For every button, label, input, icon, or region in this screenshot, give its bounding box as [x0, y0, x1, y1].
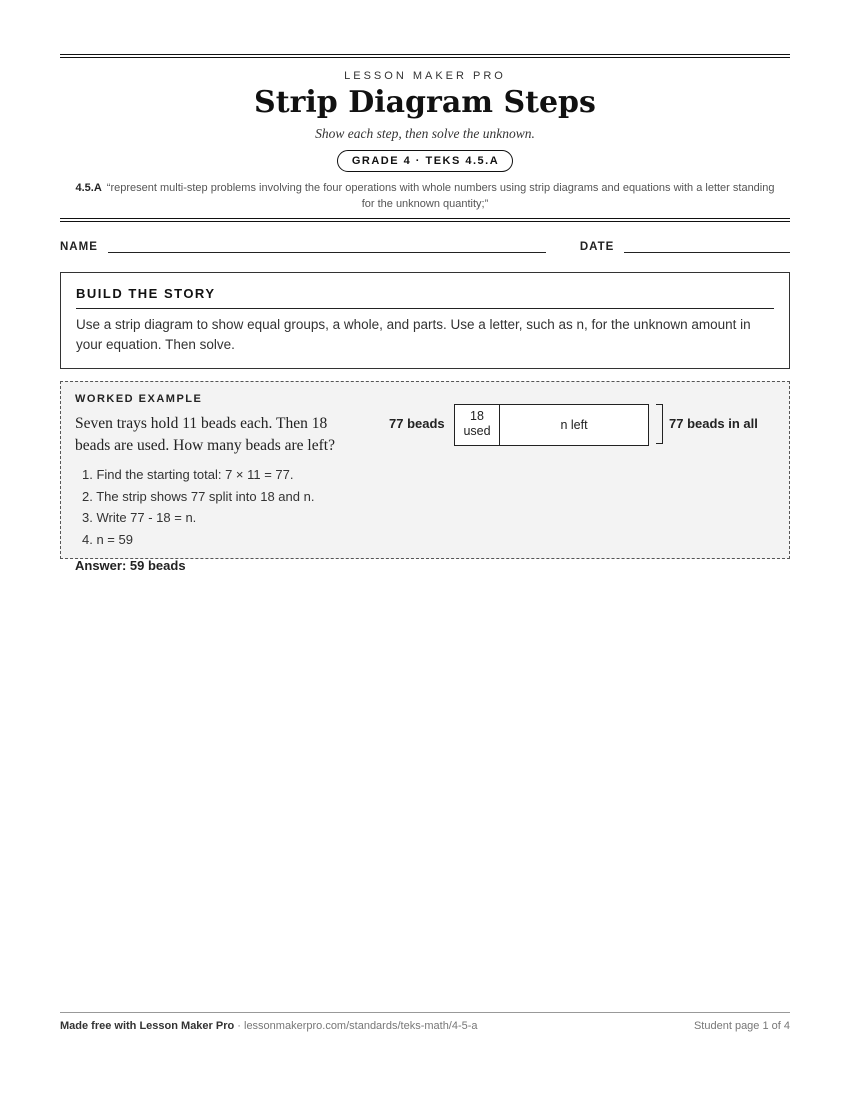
standard-code: 4.5.A	[75, 182, 102, 194]
story-instructions: Use a strip diagram to show equal groups, a whole, and parts. Use a letter, such as n, for the unknown amount in your equation. Then solve.	[76, 317, 751, 352]
date-label: DATE	[579, 241, 615, 253]
footer-page-number: Student page 1 of 4	[693, 1020, 790, 1032]
worksheet-page	[60, 54, 790, 573]
example-step: 4. n = 59	[82, 531, 133, 547]
standard-text: “represent multi-step problems involving the four operations with whole numbers using strip diagrams and equations with a letter standing for the unknown quantity;”	[106, 182, 775, 210]
grade-standard-badge: GRADE 4 · TEKS 4.5.A	[337, 150, 513, 172]
header-bottom-rule	[60, 218, 790, 222]
strip-segment-unknown: n left	[560, 418, 588, 432]
name-date-row	[60, 240, 790, 253]
worked-example-box	[60, 381, 790, 573]
footer-made-with: Made free with Lesson Maker Pro	[60, 1020, 235, 1032]
strip-total-right-label: 77 beads in all	[669, 416, 758, 431]
strip-total-bracket	[656, 404, 663, 444]
strip-total-left-label: 77 beads	[389, 416, 445, 431]
example-step: 1. Find the starting total: 7 × 11 = 77.	[82, 467, 294, 482]
strip-diagram	[389, 404, 769, 449]
footer-url[interactable]: · lessonmakerpro.com/standards/teks-math/4-5-a	[237, 1020, 478, 1032]
footer-credit	[60, 1020, 478, 1032]
story-heading: BUILD THE STORY	[76, 286, 774, 309]
page-footer	[60, 1012, 790, 1032]
date-field[interactable]	[624, 240, 790, 253]
example-answer: Answer: 59 beads	[75, 558, 186, 573]
standard-description	[68, 180, 782, 212]
example-step: 3. Write 77 - 18 = n.	[82, 510, 197, 525]
build-the-story-box	[60, 272, 790, 369]
strip-segment-used	[455, 405, 500, 445]
example-problem: Seven trays hold 11 beads each. Then 18 beads are used. How many beads are left?	[75, 415, 335, 454]
strip-used-value: 18	[470, 409, 484, 423]
top-double-rule	[60, 54, 790, 58]
strip-used-label: used	[463, 424, 491, 438]
example-steps	[82, 464, 775, 550]
example-step: 2. The strip shows 77 split into 18 and n.	[82, 488, 315, 504]
example-heading: WORKED EXAMPLE	[75, 393, 203, 405]
name-label: NAME	[60, 241, 98, 253]
name-field[interactable]	[108, 240, 546, 253]
page-subtitle: Show each step, then solve the unknown.	[315, 126, 535, 141]
brand-name: LESSON MAKER PRO	[344, 70, 506, 82]
page-title: Strip Diagram Steps	[254, 85, 596, 120]
strip-bar	[454, 404, 649, 446]
